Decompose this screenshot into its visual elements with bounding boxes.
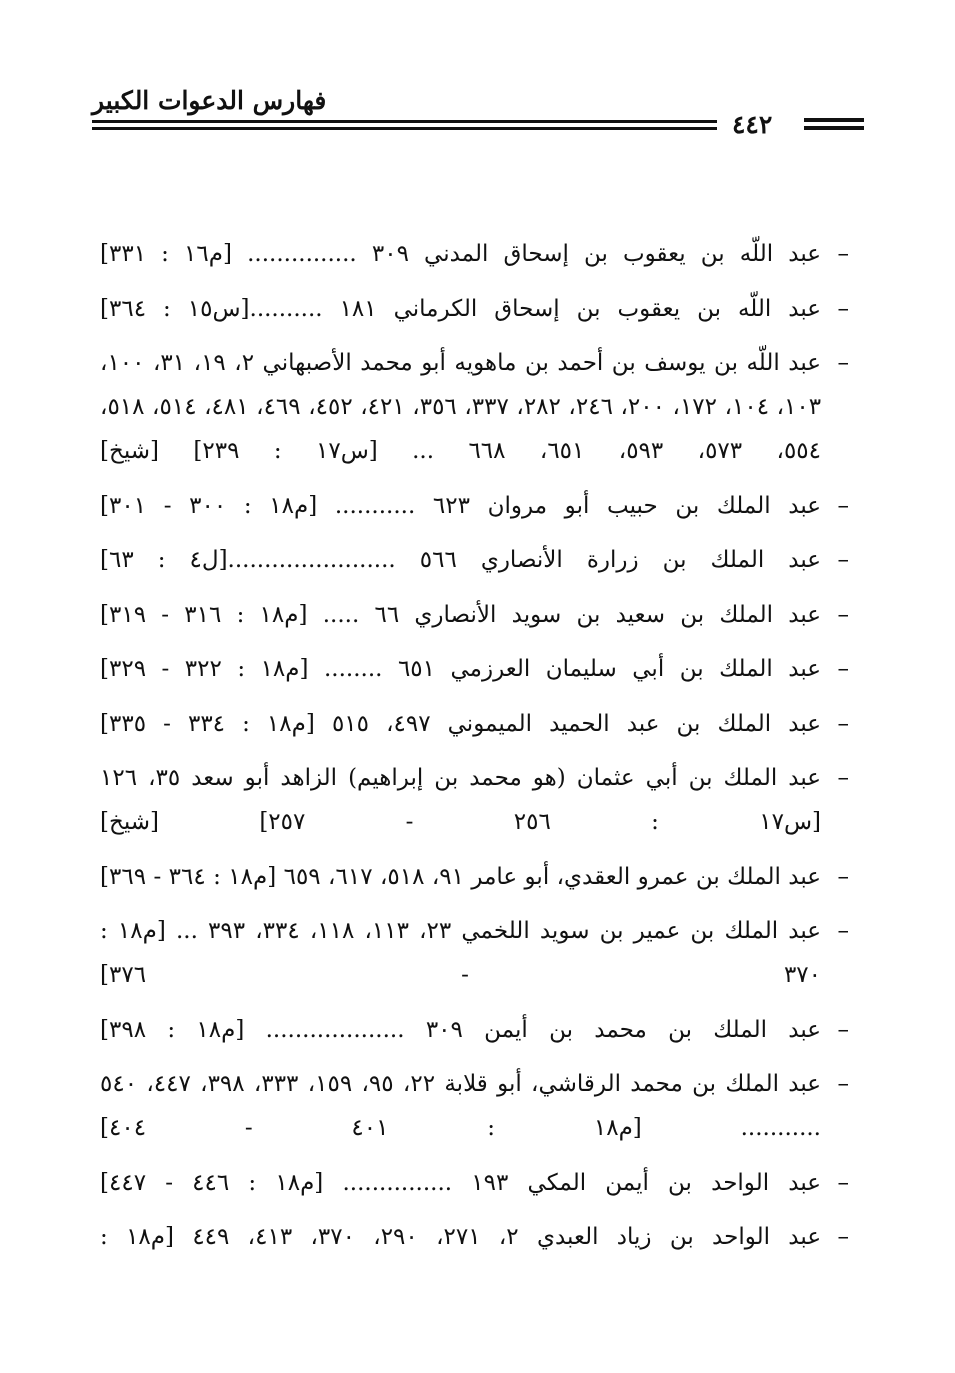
entry-text: عبد اللّه بن يعقوب بن إسحاق الكرماني ١٨١ ..........[س١٥ : ٣٦٤]	[100, 295, 821, 322]
entry-dash: –	[837, 350, 849, 376]
entry-dash: –	[837, 1016, 849, 1043]
entry-text: عبد الملك بن أبي سليمان العرزمي ٦٥١ ........ [م١٨ : ٣٢٢ - ٣٢٩]	[100, 656, 821, 682]
index-entry	[100, 1215, 849, 1259]
index-entry	[100, 1062, 849, 1150]
entry-dash: –	[837, 656, 849, 682]
entry-text: عبد الواحد بن أيمن المكي ١٩٣ ............... [م١٨ : ٤٤٦ - ٤٤٧]	[100, 1169, 821, 1196]
entry-text: عبد الملك بن زرارة الأنصاري ٥٦٦ .......................[ل٤ : ٦٣]	[100, 547, 821, 573]
entry-dash: –	[837, 918, 849, 944]
index-entry	[100, 484, 849, 528]
entry-text: عبد الملك بن أبي عثمان (هو محمد بن إبراهيم) الزاهد أبو سعد ٣٥، ١٢٦ [س١٧ : ٢٥٦ - ٢٥٧] [شيخ]	[100, 765, 821, 835]
entry-dash: –	[837, 601, 849, 628]
entry-text: عبد الملك بن عمرو العقدي، أبو عامر ٩١، ٥١٨، ٦١٧، ٦٥٩ [م١٨ : ٣٦٤ - ٣٦٩]	[100, 863, 821, 890]
index-entry	[100, 232, 849, 276]
index-entry	[100, 1161, 849, 1205]
page-number: ٤٤٢	[732, 110, 773, 139]
header-rule	[92, 120, 717, 123]
index-entry	[100, 593, 849, 637]
entry-dash: –	[837, 295, 849, 322]
entry-dash: –	[837, 710, 849, 737]
entry-text: عبد اللّه بن يوسف بن أحمد بن ماهويه أبو محمد الأصبهاني ٢، ١٩، ٣١، ١٠٠، ١٠٣، ١٠٤، ١٧٢، ٢٠٠، ٢٤٦، ٢٨٢، ٣٣٧، ٣٥٦، ٤٢١، ٤٥٢، ٤٦٩، ٤٨١، ٥١٤، ٥١٨، ٥٥٤، ٥٧٣، ٥٩٣، ٦٥١، ٦٦٨ ... [س١٧ : ٢٣٩] [شيخ]	[100, 350, 822, 464]
entry-text: عبد الملك بن محمد بن أيمن ٣٠٩ ................... [م١٨ : ٣٩٨]	[100, 1016, 822, 1043]
index-entry	[100, 909, 849, 997]
entry-dash: –	[837, 1071, 849, 1097]
entry-text: عبد الملك بن عمير بن سويد اللخمي ٢٣، ١١٣، ١١٨، ٣٣٤، ٣٩٣ ... [م١٨ : ٣٧٠ - ٣٧٦]	[100, 918, 822, 988]
index-entry	[100, 287, 849, 331]
index-list	[100, 232, 849, 1270]
index-entry	[100, 647, 849, 691]
entry-text: عبد الملك بن عبد الحميد الميموني ٤٩٧، ٥١٥ [م١٨ : ٣٣٤ - ٣٣٥]	[100, 710, 821, 737]
index-entry	[100, 341, 849, 473]
entry-text: عبد الملك بن حبيب أبو مروان ٦٢٣ ........... [م١٨ : ٣٠٠ - ٣٠١]	[100, 492, 821, 519]
entry-dash: –	[837, 1224, 849, 1250]
index-entry	[100, 538, 849, 582]
entry-dash: –	[837, 1169, 849, 1196]
running-title: فهارس الدعوات الكبير	[92, 86, 327, 115]
index-entry	[100, 702, 849, 746]
entry-dash: –	[837, 492, 849, 519]
header-rule	[92, 127, 717, 130]
header-rule	[804, 126, 864, 130]
index-entry	[100, 756, 849, 844]
entry-text: عبد الملك بن سعيد بن سويد الأنصاري ٦٦ ..... [م١٨ : ٣١٦ - ٣١٩]	[100, 601, 822, 628]
entry-text: عبد الواحد بن زياد العبدي ٢، ٢٧١، ٢٩٠، ٣٧٠، ٤١٣، ٤٤٩ [م١٨ :	[100, 1224, 822, 1250]
entry-text: عبد الملك بن محمد الرقاشي، أبو قلابة ٢٢، ٩٥، ١٥٩، ٣٣٣، ٣٩٨، ٤٤٧، ٥٤٠ ........... [م١٨ : ٤٠١ - ٤٠٤]	[100, 1071, 822, 1141]
page-header	[92, 82, 864, 142]
index-entry	[100, 855, 849, 899]
entry-text: عبد اللّه بن يعقوب بن إسحاق المدني ٣٠٩ ............... [م١٦ : ٣٣١]	[100, 241, 821, 267]
entry-dash: –	[837, 863, 849, 890]
entry-dash: –	[837, 241, 849, 267]
entry-dash: –	[837, 765, 849, 791]
entry-dash: –	[837, 547, 849, 573]
header-rule	[804, 118, 864, 122]
index-entry	[100, 1008, 849, 1052]
